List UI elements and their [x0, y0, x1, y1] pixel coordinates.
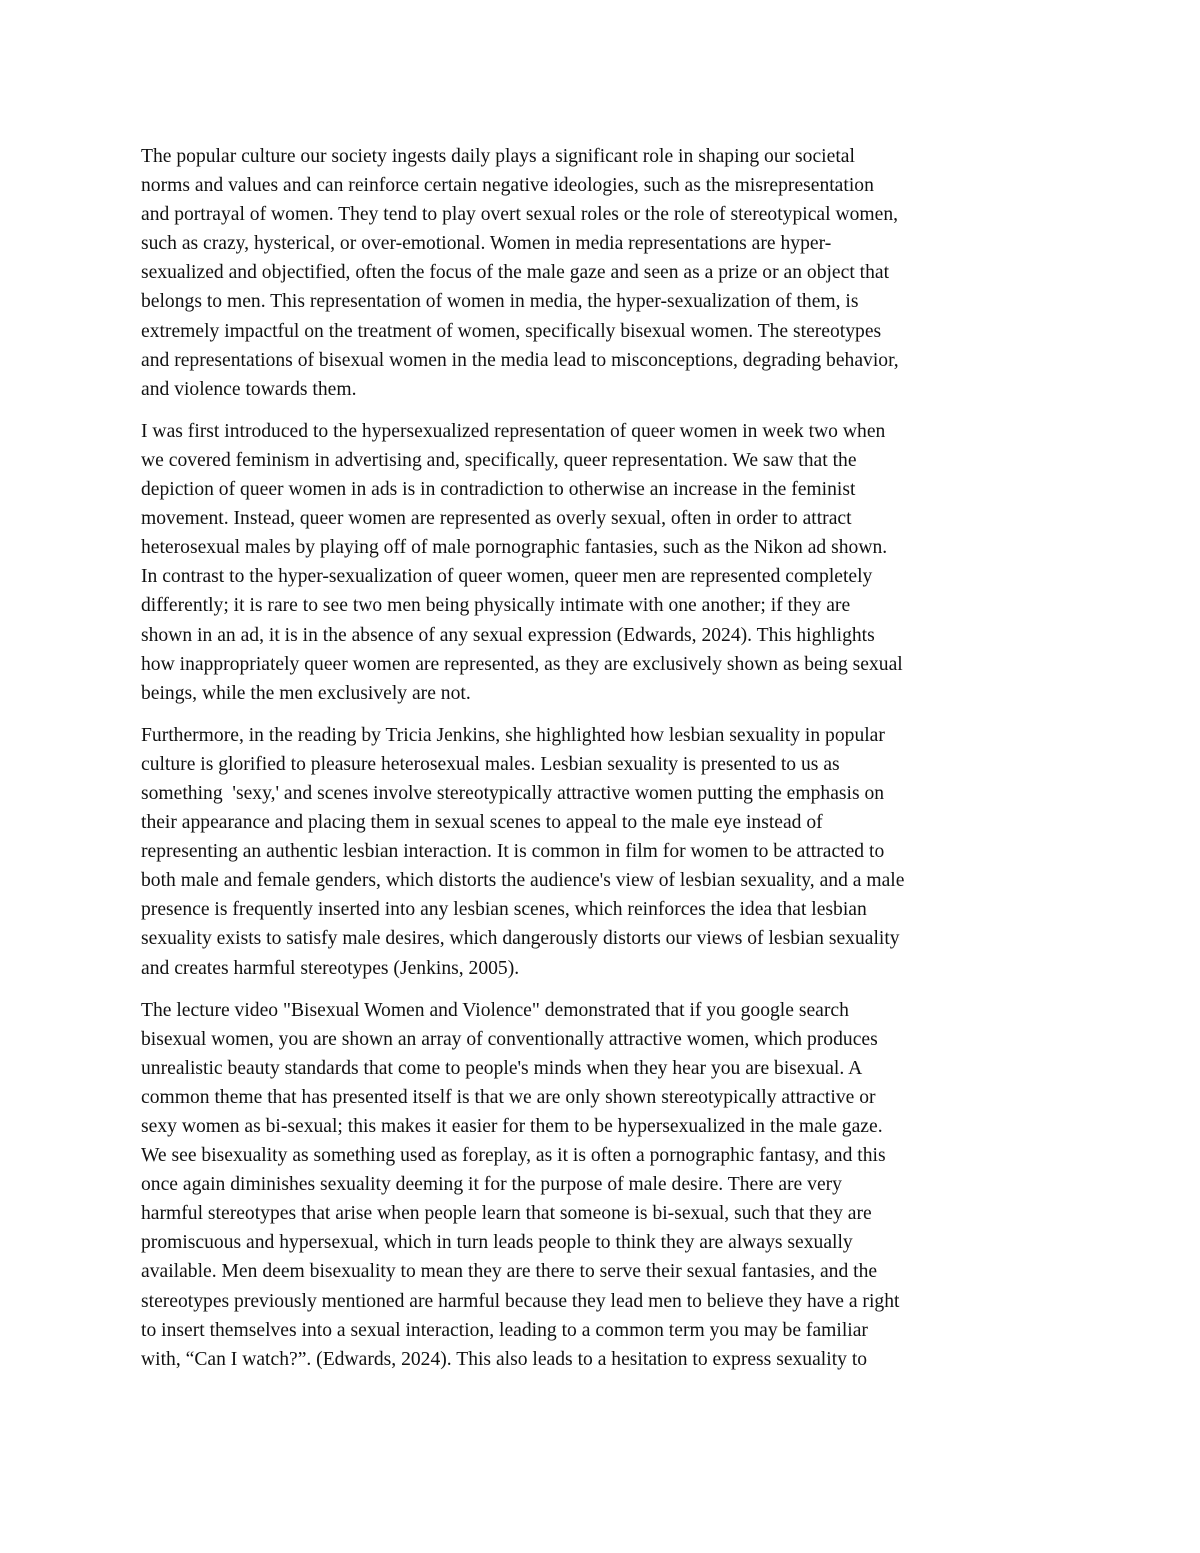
text-line: The popular culture our society ingests daily plays a significant role in shaping our societal	[141, 146, 855, 167]
text-line: and representations of bisexual women in the media lead to misconceptions, degrading behavior,	[141, 349, 899, 371]
text-line: we covered feminism in advertising and, specifically, queer representation. We saw that the	[141, 449, 857, 471]
text-line: harmful stereotypes that arise when people learn that someone is bi-sexual, such that they are	[141, 1203, 872, 1225]
text-line: to insert themselves into a sexual interaction, leading to a common term you may be familiar	[141, 1319, 868, 1341]
text-line: and creates harmful stereotypes (Jenkins, 2005).	[141, 957, 520, 979]
text-line: sexuality exists to satisfy male desires, which dangerously distorts our views of lesbian sexuality	[141, 928, 900, 950]
paragraph-3	[141, 721, 1063, 983]
text-line: promiscuous and hypersexual, which in turn leads people to think they are always sexually	[141, 1232, 853, 1254]
text-line: shown in an ad, it is in the absence of any sexual expression (Edwards, 2024). This highlights	[141, 624, 875, 646]
text-line: common theme that has presented itself is that we are only shown stereotypically attractive or	[141, 1086, 876, 1108]
text-line: movement. Instead, queer women are represented as overly sexual, often in order to attract	[141, 508, 852, 530]
text-line: extremely impactful on the treatment of women, specifically bisexual women. The stereotypes	[141, 320, 882, 342]
text-line: and violence towards them.	[141, 378, 357, 400]
text-line: once again diminishes sexuality deeming it for the purpose of male desire. There are very	[141, 1174, 842, 1196]
text-line: representing an authentic lesbian interaction. It is common in film for women to be attracted to	[141, 841, 885, 863]
text-line: unrealistic beauty standards that come to people's minds when they hear you are bisexual. A	[141, 1057, 863, 1079]
text-line: The lecture video "Bisexual Women and Violence" demonstrated that if you google search	[141, 999, 849, 1021]
document-body	[141, 142, 1063, 1387]
text-line: available. Men deem bisexuality to mean they are there to serve their sexual fantasies, and the	[141, 1261, 878, 1283]
paragraph-2	[141, 417, 1063, 708]
text-line: norms and values and can reinforce certain negative ideologies, such as the misrepresentation	[141, 175, 874, 197]
paragraph-1	[141, 142, 1063, 404]
text-line: I was first introduced to the hypersexualized representation of queer women in week two when	[141, 420, 886, 442]
text-line: belongs to men. This representation of women in media, the hyper-sexualization of them, is	[141, 291, 859, 313]
text-line: beings, while the men exclusively are not.	[141, 682, 471, 704]
text-line: stereotypes previously mentioned are harmful because they lead men to believe they have a right	[141, 1290, 900, 1312]
text-line: We see bisexuality as something used as foreplay, as it is often a pornographic fantasy, and this	[141, 1145, 886, 1167]
paragraph-4	[141, 996, 1063, 1374]
text-line: presence is frequently inserted into any lesbian scenes, which reinforces the idea that lesbian	[141, 899, 867, 921]
text-line: depiction of queer women in ads is in contradiction to otherwise an increase in the feminist	[141, 479, 856, 501]
text-line: and portrayal of women. They tend to play overt sexual roles or the role of stereotypical women,	[141, 204, 899, 226]
text-line: culture is glorified to pleasure heterosexual males. Lesbian sexuality is presented to us as	[141, 753, 840, 775]
text-line: In contrast to the hyper-sexualization of queer women, queer men are represented completely	[141, 566, 873, 588]
text-line: heterosexual males by playing off of male pornographic fantasies, such as the Nikon ad shown.	[141, 537, 888, 559]
text-line: their appearance and placing them in sexual scenes to appeal to the male eye instead of	[141, 812, 823, 834]
text-line: bisexual women, you are shown an array of conventionally attractive women, which produces	[141, 1028, 878, 1050]
text-line: both male and female genders, which distorts the audience's view of lesbian sexuality, and a male	[141, 870, 905, 892]
text-line: such as crazy, hysterical, or over-emotional. Women in media representations are hyper-	[141, 233, 832, 255]
text-line: Furthermore, in the reading by Tricia Jenkins, she highlighted how lesbian sexuality in popular	[141, 724, 885, 746]
text-line: sexy women as bi-sexual; this makes it easier for them to be hypersexualized in the male gaze.	[141, 1116, 883, 1137]
text-line: with, “Can I watch?”. (Edwards, 2024). This also leads to a hesitation to express sexuality to	[141, 1348, 868, 1370]
text-line: how inappropriately queer women are represented, as they are exclusively shown as being sexual	[141, 653, 903, 675]
text-line: differently; it is rare to see two men being physically intimate with one another; if they are	[141, 595, 851, 617]
text-line: something 'sexy,' and scenes involve stereotypically attractive women putting the emphasis on	[141, 782, 885, 804]
text-line: sexualized and objectified, often the focus of the male gaze and seen as a prize or an object that	[141, 262, 890, 284]
